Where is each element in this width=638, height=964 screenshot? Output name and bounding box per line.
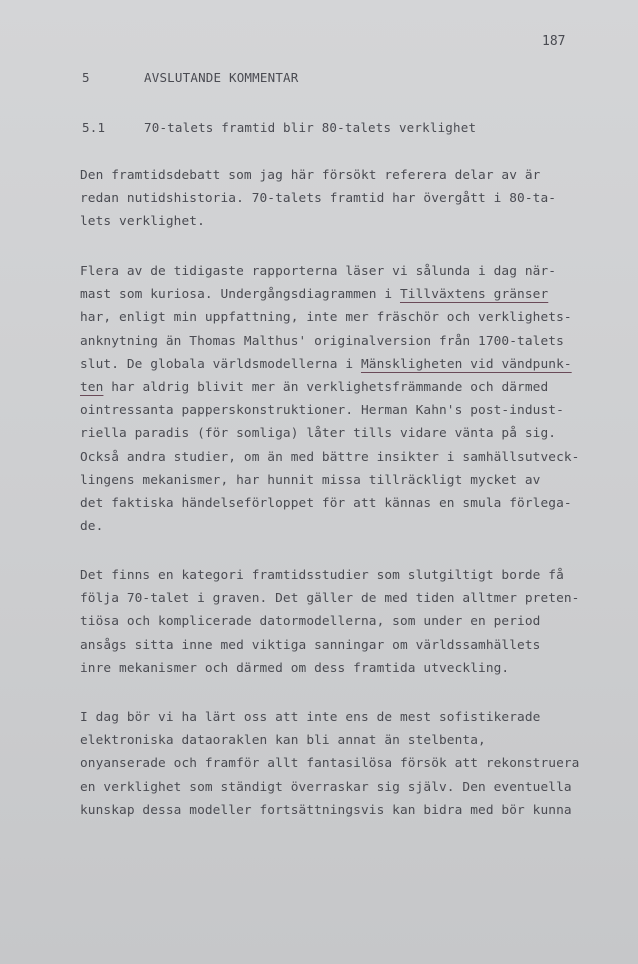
text-segment: mast som kuriosa. Undergångsdiagrammen i <box>80 287 400 303</box>
text-segment: ointressanta papperskonstruktioner. Herman Kahn's post-indust- <box>80 403 564 419</box>
subsection-heading <box>82 120 476 135</box>
paragraph <box>80 706 580 822</box>
text-line <box>80 492 575 515</box>
text-segment: slut. De globala världsmodellerna i <box>80 356 361 372</box>
text-segment: I dag bör vi ha lärt oss att inte ens de mest sofistikerade <box>80 710 541 725</box>
text-segment: Det finns en kategori framtidsstudier som slutgiltigt borde få <box>80 568 564 583</box>
text-segment: lingens mekanismer, har hunnit missa tillräckligt mycket av <box>80 472 541 488</box>
section-title: AVSLUTANDE KOMMENTAR <box>144 70 299 85</box>
text-segment: det faktiska händelseförloppet för att kännas en smula förlega- <box>80 496 572 512</box>
text-line <box>80 422 575 445</box>
text-line <box>80 469 575 492</box>
text-segment: följa 70-talet i graven. Det gäller de med tiden alltmer preten- <box>80 591 580 607</box>
text-line <box>80 306 575 329</box>
text-line <box>80 399 575 422</box>
underlined-title: ten <box>80 380 104 396</box>
text-segment: Flera av de tidigaste rapporterna läser vi sålunda i dag när- <box>80 264 557 279</box>
text-segment: anknytning än Thomas Malthus' originalversion från 1700-talets <box>80 333 564 349</box>
text-segment: ansågs sitta inne med viktiga sanningar om världssamhällets <box>80 637 541 653</box>
text-line <box>80 330 575 353</box>
text-segment: de. <box>80 519 104 535</box>
text-line <box>80 610 575 633</box>
text-segment: Den framtidsdebatt som jag här försökt referera delar av är <box>80 168 541 183</box>
text-segment: riella paradis (för somliga) låter tills vidare vänta på sig. <box>80 426 557 442</box>
text-line <box>80 187 575 210</box>
text-segment: har, enligt min uppfattning, inte mer fräschör och verklighets- <box>80 310 572 326</box>
text-segment: onyanserade och framför allt fantasilösa försök att rekonstruera <box>80 756 580 772</box>
paragraph <box>80 164 575 234</box>
underlined-title: Tillväxtens gränser <box>399 287 549 303</box>
text-line <box>80 634 575 657</box>
text-line <box>80 353 575 376</box>
subsection-number: 5.1 <box>82 120 106 135</box>
text-segment: en verklighet som ständigt överraskar sig själv. Den eventuella <box>80 779 572 795</box>
text-line <box>80 752 580 775</box>
text-line <box>80 164 575 187</box>
text-line <box>80 799 575 822</box>
text-line <box>80 564 575 587</box>
text-line <box>80 657 575 680</box>
text-segment: inre mekanismer och därmed om dess framtida utveckling. <box>80 660 510 676</box>
underlined-title: Mänskligheten vid vändpunk- <box>360 356 572 372</box>
text-line <box>80 706 575 729</box>
section-number: 5 <box>82 70 90 85</box>
text-line <box>80 729 575 752</box>
paragraph <box>80 260 580 538</box>
text-line <box>80 210 575 233</box>
page-number: 187 <box>542 34 566 49</box>
text-line <box>80 283 575 306</box>
paragraph <box>80 564 580 680</box>
text-segment: har aldrig blivit mer än verklighetsfrämmande och därmed <box>103 380 549 396</box>
section-heading <box>82 70 299 85</box>
text-line <box>80 260 575 283</box>
text-segment: lets verklighet. <box>80 214 205 230</box>
text-segment: kunskap dessa modeller fortsättningsvis kan bidra med bör kunna <box>80 802 572 818</box>
text-segment: tiösa och komplicerade datormodellerna, som under en period <box>80 614 541 630</box>
text-line <box>80 776 575 799</box>
text-segment: redan nutidshistoria. 70-talets framtid har övergått i 80-ta- <box>80 191 557 207</box>
text-line <box>80 587 580 610</box>
text-line <box>80 515 575 538</box>
text-line <box>80 376 575 399</box>
subsection-title: 70-talets framtid blir 80-talets verklighet <box>144 120 477 135</box>
text-segment: Också andra studier, om än med bättre insikter i samhällsutveck- <box>80 449 580 465</box>
text-segment: elektroniska dataoraklen kan bli annat än stelbenta, <box>80 733 486 749</box>
text-line <box>80 446 580 469</box>
